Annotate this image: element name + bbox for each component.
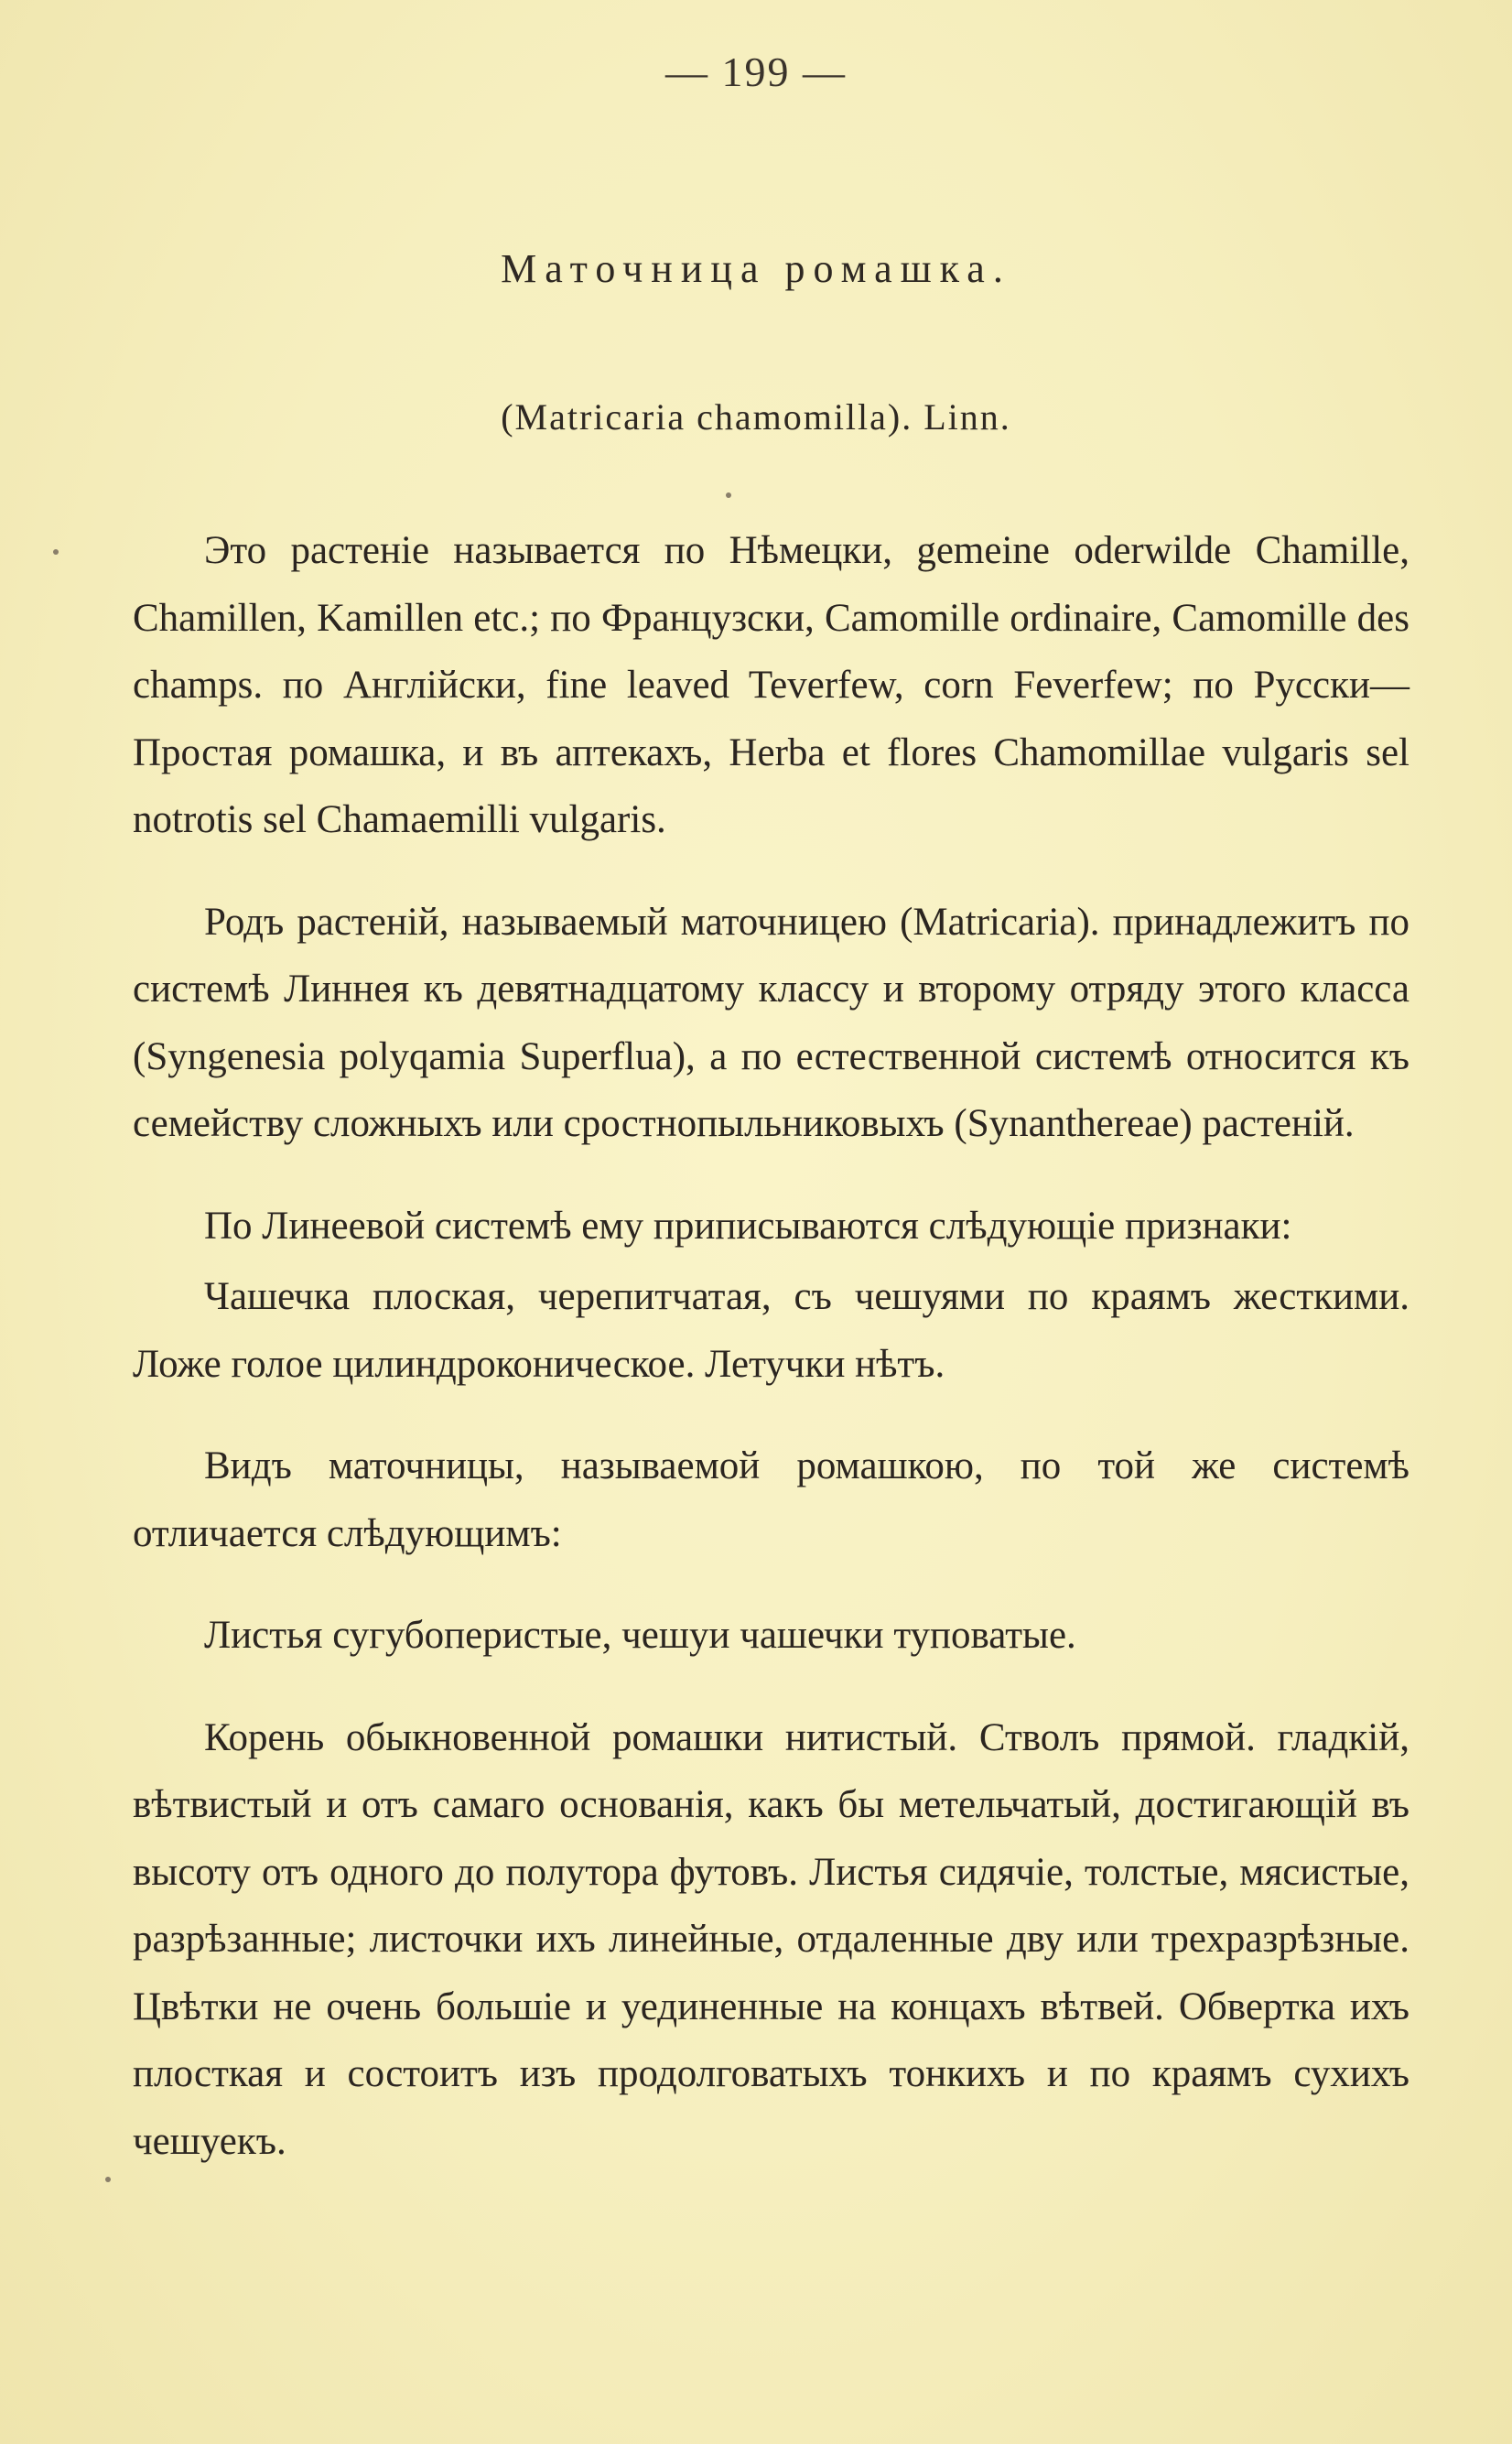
page-number: — 199 —: [665, 49, 847, 95]
paragraph: Это растеніе называется по Нѣмецки, gemeine oderwilde Chamille, Chamillen, Kamillen etc.; по Французски, Camomille ordinaire, Camomille des champs. по Англійски, fine leaved Teverfew, corn Feverfew; по Русски—Простая ромашка, и въ аптекахъ, Herba et flores Chamomillae vulgaris sel notrotis sel Chamaemilli vulgaris.: [133, 529, 1409, 841]
speck-mark: [53, 549, 59, 555]
speck-mark: [726, 492, 731, 498]
speck-mark: [105, 2177, 111, 2182]
paragraph: Родъ растеній, называемый маточницею (Matricaria). принадлежитъ по системѣ Линнея къ девятнадцатому классу и второму отряду этого класса (Syngenesia polyqamia Superflua), а по естественной системѣ относится къ семейству сложныхъ или сростнопыльниковыхъ (Synanthereae) растеній.: [133, 900, 1409, 1145]
paragraph: Чашечка плоская, черепитчатая, съ чешуями по краямъ жесткими. Ложе голое цилиндроконическое. Летучки нѣтъ.: [133, 1275, 1409, 1386]
paragraph: Корень обыкновенной ромашки нитистый. Стволъ прямой. гладкій, вѣтвистый и отъ самаго основанія, какъ бы метельчатый, достигающій въ высоту отъ одного до полутора футовъ. Листья сидячіе, толстые, мясистые, разрѣзанные; листочки ихъ линейные, отдаленные дву или трехразрѣзные. Цвѣтки не очень большіе и уединенные на концахъ вѣтвей. Обвертка ихъ плосткая и состоитъ изъ продолговатыхъ тонкихъ и по краямъ сухихъ чешуекъ.: [133, 1715, 1409, 2163]
paragraph: По Линеевой системѣ ему приписываются слѣдующіе признаки:: [204, 1204, 1292, 1248]
page-title: Маточница ромашка.: [501, 246, 1011, 291]
page-subtitle: (Matricaria chamomilla). Linn.: [501, 396, 1011, 438]
paragraph: Видъ маточницы, называемой ромашкою, по той же системѣ отличается слѣдующимъ:: [133, 1444, 1409, 1555]
body-text: [133, 517, 1409, 2210]
paragraph: Листья сугубоперистые, чешуи чашечки туповатые.: [204, 1614, 1076, 1657]
